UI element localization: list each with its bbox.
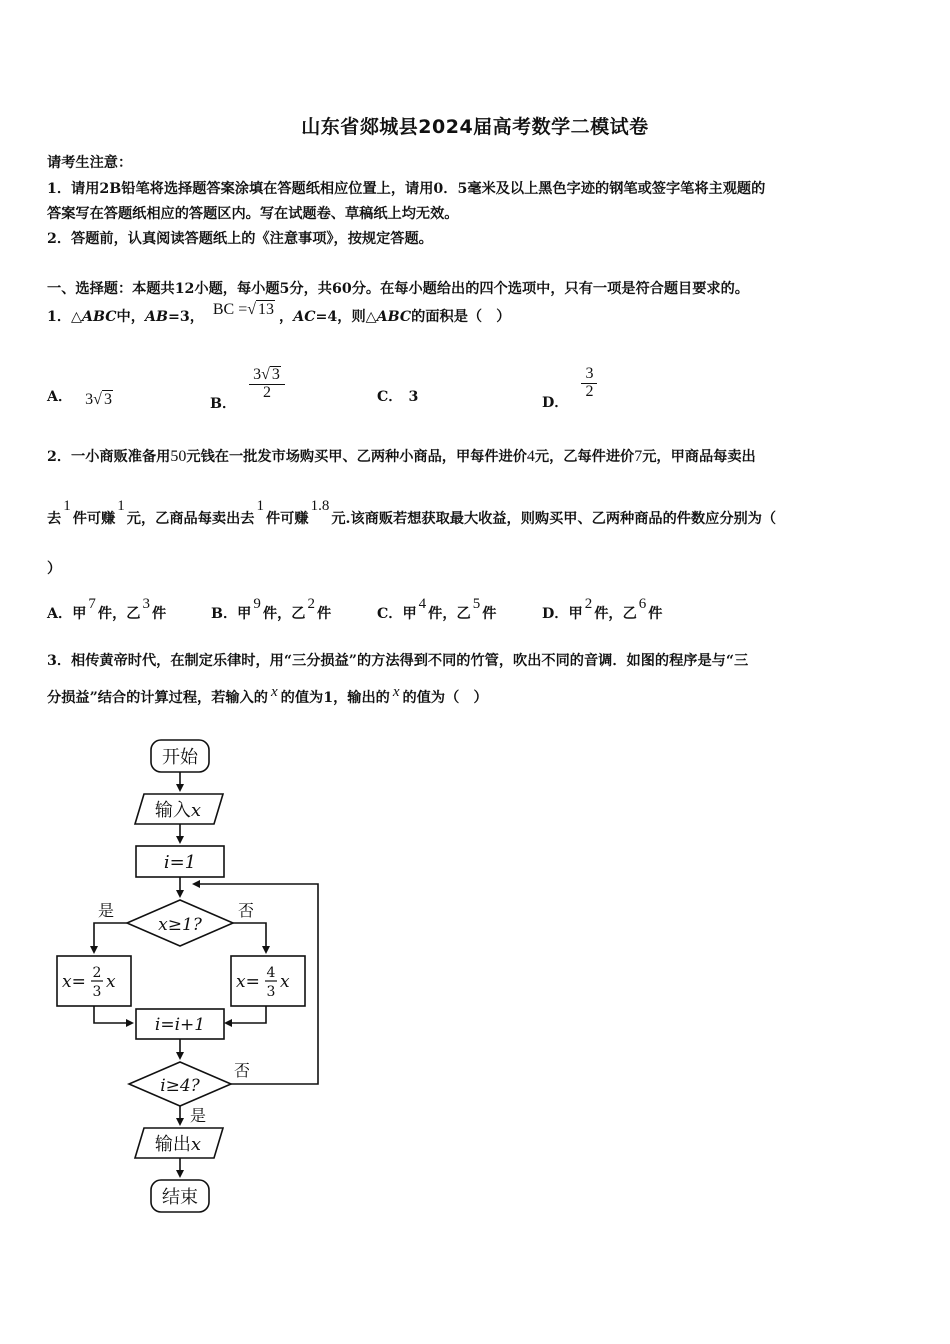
q2-option-b-end: 件 [316,606,332,622]
q1-option-a-label: A． [47,389,73,405]
q1-option-a-root: 3 [103,391,112,408]
q1-option-a[interactable] [47,386,113,406]
q2-text-2: 元钱在一批发市场购买甲、乙两种小商品，甲每件进价 [186,449,527,465]
q1-option-d-value [581,366,597,401]
q1-question: 的面积是（ ） [411,309,511,325]
notice-heading: 请考生注意： [47,155,133,171]
init-label: i=1 [163,852,197,873]
flowchart [48,730,338,1220]
notice-item-1: 1．请用2B铅笔将选择题答案涂填在答题纸相应位置上，请用0．5毫米及以上黑色字迹的钢笔或签字笔将主观题的 [47,181,766,197]
q2-price-b: 7 [634,448,643,465]
right-num: 4 [266,965,276,981]
output-label: 输出 [154,1134,191,1155]
q2-option-b-n1: 9 [253,596,261,612]
q2-option-c-n2: 5 [472,596,481,612]
q2-option-c-mid: 件，乙 [428,606,471,622]
q2-text-1: 2．一小商贩准备用 [47,449,171,465]
q2-option-a-n1: 7 [88,596,96,612]
q2-option-a-mid: 件，乙 [97,606,141,622]
q3-text-3: 的值为（ ） [402,690,488,706]
q1-option-c[interactable] [377,386,418,406]
increment-label: i=i+1 [154,1015,206,1035]
q1-side-ac: AC [293,309,316,325]
q2-profit-b: 1.8 [310,498,330,514]
q2-budget: 50 [170,448,187,465]
q2-text-7: 元，乙商品每卖出去 [126,511,255,527]
input-label: 输入 [154,800,191,821]
cond2-no-label: 否 [234,1061,251,1080]
q1-option-c-value: 3 [408,389,419,405]
q2-price-a: 4 [526,448,535,465]
q2-option-d[interactable] [542,596,663,623]
q2-option-a-end: 件 [151,606,167,622]
q1-side-ab: AB [144,309,168,325]
question-1 [47,301,511,326]
q2-option-d-n1: 2 [584,596,593,612]
right-lhs: x= [236,972,260,992]
q1-triangle-name-2: ABC [376,309,412,325]
q1-option-b-num-root: 3 [271,366,280,383]
output-var: x [190,1134,202,1155]
q2-text-6: 件可赚 [72,511,116,527]
left-den: 3 [92,984,102,1000]
left-num: 2 [92,965,102,981]
notice-item-2: 2．答题前，认真阅读答题纸上的《注意事项》，按规定答题。 [47,231,433,247]
q1-bc-label: BC = [212,301,248,318]
right-var: x [280,972,290,992]
q3-var-x-2: x [392,684,400,700]
q2-unit-b: 1 [256,498,264,514]
end-label: 结束 [162,1187,198,1208]
q2-option-a-label: A．甲 [47,606,87,622]
q2-option-d-n2: 6 [638,596,647,612]
q1-option-a-value: 3√ 3 [85,391,112,408]
page-title: 山东省郯城县2024届高考数学二模试卷 [301,116,649,138]
q1-option-c-label: C． [377,389,403,405]
notice-item-1-cont: 答案写在答题纸相应的答题区内。写在试题卷、草稿纸上均无效。 [47,206,459,222]
input-var: x [190,800,202,821]
q1-option-b-value: $\frac{3√ 3}{2}$ [249,366,285,402]
q1-option-b-label: B． [210,395,237,412]
output-text [155,1134,201,1155]
q1-bc-root: 13 [258,301,274,318]
q2-option-c[interactable] [377,596,497,623]
q2-option-c-end: 件 [482,606,497,622]
q2-text-8: 件可赚 [265,511,309,527]
question-2-line-3: ） [47,561,62,577]
question-2-line-2 [47,498,777,528]
q2-text-9: 元.该商贩若想获取最大收益，则购买甲、乙两种商品的件数应分别为（ [331,511,777,527]
q2-option-b[interactable] [211,596,332,623]
left-var: x [106,972,116,992]
q2-option-d-label: D．甲 [542,606,583,622]
q1-triangle-name: ABC [81,309,117,325]
arrow-left-merge [94,1006,132,1023]
q2-option-a-n2: 3 [142,596,150,612]
q1-option-b-num-coef: 3 [253,366,262,383]
q2-text-5: 去 [47,511,62,527]
q1-text: 中， [116,309,145,325]
arrow-cond1-no [233,923,266,952]
arrow-cond1-yes [94,923,127,952]
q1-option-d-num: 3 [581,366,597,384]
q1-comma: ， [279,309,294,325]
q1-prefix: 1．△ [47,309,82,325]
input-text [155,800,201,821]
cond1-label: x≥1? [158,915,202,935]
q1-ab-value: =3， [167,309,204,325]
q3-text-2: 的值为1，输出的 [280,690,390,706]
question-3-line-2 [47,684,488,707]
q1-bc-expr: BC =√ 13 [212,301,274,318]
q2-option-d-end: 件 [648,606,663,622]
q3-var-x-1: x [270,684,278,700]
q2-option-a[interactable] [47,596,167,623]
q2-option-c-n1: 4 [418,596,427,612]
question-2-line-1 [47,446,756,466]
left-lhs: x= [62,972,86,992]
q2-text-3: 元，乙每件进价 [534,449,635,465]
q3-text-1: 分损益”结合的计算过程，若输入的 [47,690,268,706]
q2-option-c-label: C．甲 [377,606,417,622]
cond1-yes-label: 是 [98,901,115,920]
q1-option-b[interactable] [210,366,285,412]
q1-option-b-den: 2 [263,383,272,401]
q1-option-d-den: 2 [585,382,594,400]
cond1-no-label: 否 [238,901,255,920]
right-den: 3 [266,984,276,1000]
q2-option-b-label: B．甲 [211,606,252,622]
q2-option-d-mid: 件，乙 [594,606,637,622]
section-heading: 一、选择题：本题共12小题，每小题5分，共60分。在每小题给出的四个选项中，只有一项是符合题目要求的。 [47,281,749,297]
q1-option-d[interactable] [542,365,597,412]
start-label: 开始 [162,747,198,768]
q2-text-4: 元，甲商品每卖出 [642,449,756,465]
q2-unit-a: 1 [63,498,71,514]
q1-option-d-label: D． [542,395,569,412]
cond2-yes-label: 是 [190,1106,207,1125]
question-3-line-1: 3．相传黄帝时代，在制定乐律时，用“三分损益”的方法得到不同的竹管，吹出不同的音调．如图的程序是与“三 [47,653,749,669]
arrow-right-merge [226,1006,266,1023]
q1-ac-value: =4，则△ [315,309,377,325]
q1-option-a-coef: 3 [85,391,94,408]
q2-profit-a: 1 [117,498,125,514]
q2-option-b-mid: 件，乙 [262,606,306,622]
cond2-label: i≥4? [160,1076,200,1096]
q2-option-b-n2: 2 [307,596,315,612]
